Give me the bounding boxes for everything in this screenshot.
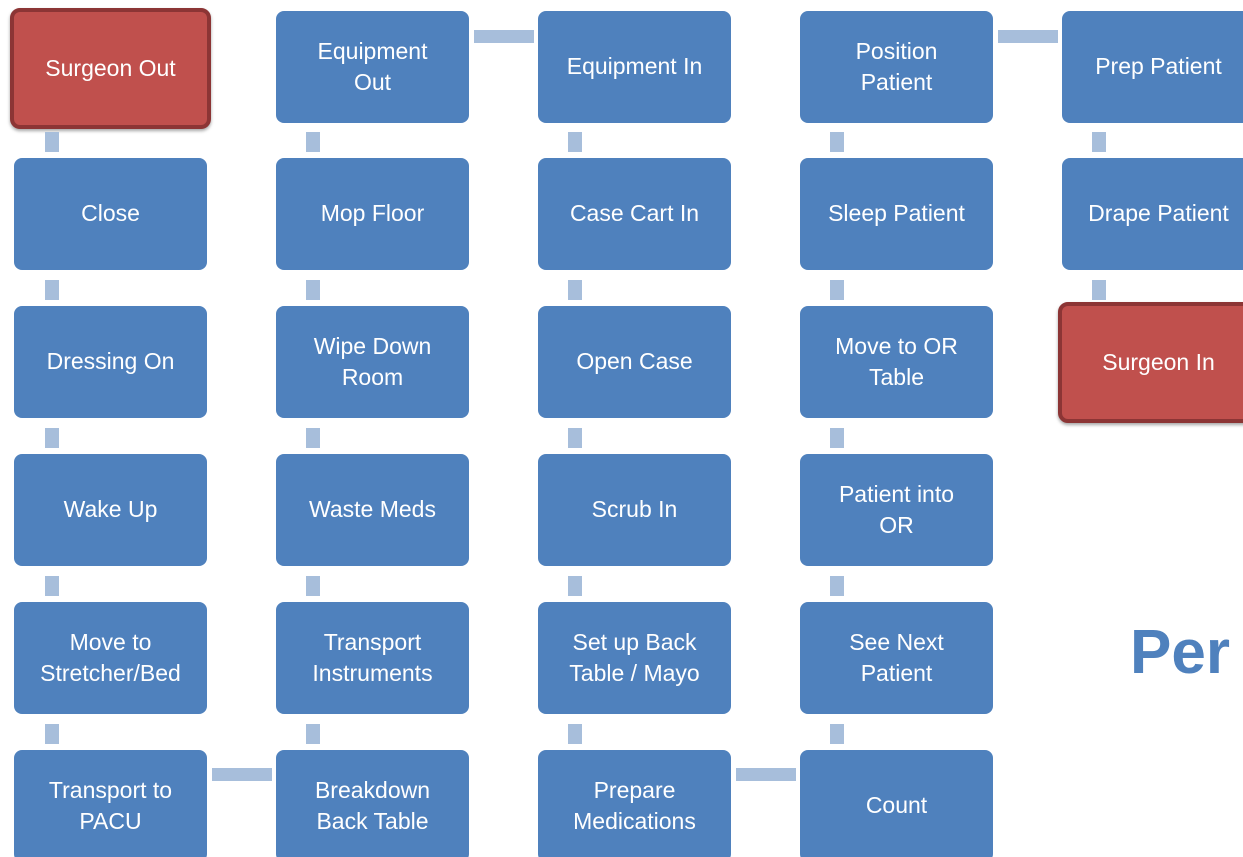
connector-equipment-in-case-cart-in bbox=[568, 132, 582, 152]
connector-prep-patient-drape-patient bbox=[1092, 132, 1106, 152]
node-count: Count bbox=[800, 750, 993, 857]
connector-mop-floor-wipe-down-room bbox=[306, 280, 320, 300]
node-scrub-in: Scrub In bbox=[538, 454, 731, 566]
node-mop-floor: Mop Floor bbox=[276, 158, 469, 270]
connector-drape-patient-surgeon-in bbox=[1092, 280, 1106, 300]
connector-dressing-on-wake-up bbox=[45, 428, 59, 448]
connector-surgeon-out-close bbox=[45, 132, 59, 152]
node-prep-patient: Prep Patient bbox=[1062, 11, 1243, 123]
connector-equipment-out-equipment-in bbox=[474, 30, 534, 43]
diagram-title-fragment: Per bbox=[1130, 618, 1230, 687]
connector-move-to-or-table-patient-into-or bbox=[830, 428, 844, 448]
connector-waste-meds-transport-instruments bbox=[306, 576, 320, 596]
node-surgeon-out: Surgeon Out bbox=[10, 8, 211, 129]
node-see-next-patient: See Next Patient bbox=[800, 602, 993, 714]
node-surgeon-in: Surgeon In bbox=[1058, 302, 1243, 423]
node-case-cart-in: Case Cart In bbox=[538, 158, 731, 270]
node-equipment-in: Equipment In bbox=[538, 11, 731, 123]
node-sleep-patient: Sleep Patient bbox=[800, 158, 993, 270]
node-move-to-or-table: Move to OR Table bbox=[800, 306, 993, 418]
node-patient-into-or: Patient into OR bbox=[800, 454, 993, 566]
connector-case-cart-in-open-case bbox=[568, 280, 582, 300]
node-equipment-out: Equipment Out bbox=[276, 11, 469, 123]
connector-position-patient-sleep-patient bbox=[830, 132, 844, 152]
node-wake-up: Wake Up bbox=[14, 454, 207, 566]
node-open-case: Open Case bbox=[538, 306, 731, 418]
node-set-up-back-table-mayo: Set up Back Table / Mayo bbox=[538, 602, 731, 714]
node-move-to-stretcher-bed: Move to Stretcher/Bed bbox=[14, 602, 207, 714]
connector-sleep-patient-move-to-or-table bbox=[830, 280, 844, 300]
connector-transport-to-pacu-breakdown-back-table bbox=[212, 768, 272, 781]
node-dressing-on: Dressing On bbox=[14, 306, 207, 418]
node-transport-instruments: Transport Instruments bbox=[276, 602, 469, 714]
node-breakdown-back-table: Breakdown Back Table bbox=[276, 750, 469, 857]
connector-prepare-medications-count bbox=[736, 768, 796, 781]
node-position-patient: Position Patient bbox=[800, 11, 993, 123]
connector-close-dressing-on bbox=[45, 280, 59, 300]
connector-open-case-scrub-in bbox=[568, 428, 582, 448]
connector-patient-into-or-see-next-patient bbox=[830, 576, 844, 596]
connector-move-to-stretcher-transport-to-pacu bbox=[45, 724, 59, 744]
connector-equipment-out-mop-floor bbox=[306, 132, 320, 152]
connector-wake-up-move-to-stretcher bbox=[45, 576, 59, 596]
connector-set-up-back-table-prepare-medications bbox=[568, 724, 582, 744]
connector-see-next-patient-count bbox=[830, 724, 844, 744]
connector-scrub-in-set-up-back-table bbox=[568, 576, 582, 596]
connector-position-patient-prep-patient bbox=[998, 30, 1058, 43]
node-waste-meds: Waste Meds bbox=[276, 454, 469, 566]
node-wipe-down-room: Wipe Down Room bbox=[276, 306, 469, 418]
node-close: Close bbox=[14, 158, 207, 270]
node-drape-patient: Drape Patient bbox=[1062, 158, 1243, 270]
connector-transport-instruments-breakdown-back-table bbox=[306, 724, 320, 744]
node-prepare-medications: Prepare Medications bbox=[538, 750, 731, 857]
node-transport-to-pacu: Transport to PACU bbox=[14, 750, 207, 857]
connector-wipe-down-room-waste-meds bbox=[306, 428, 320, 448]
